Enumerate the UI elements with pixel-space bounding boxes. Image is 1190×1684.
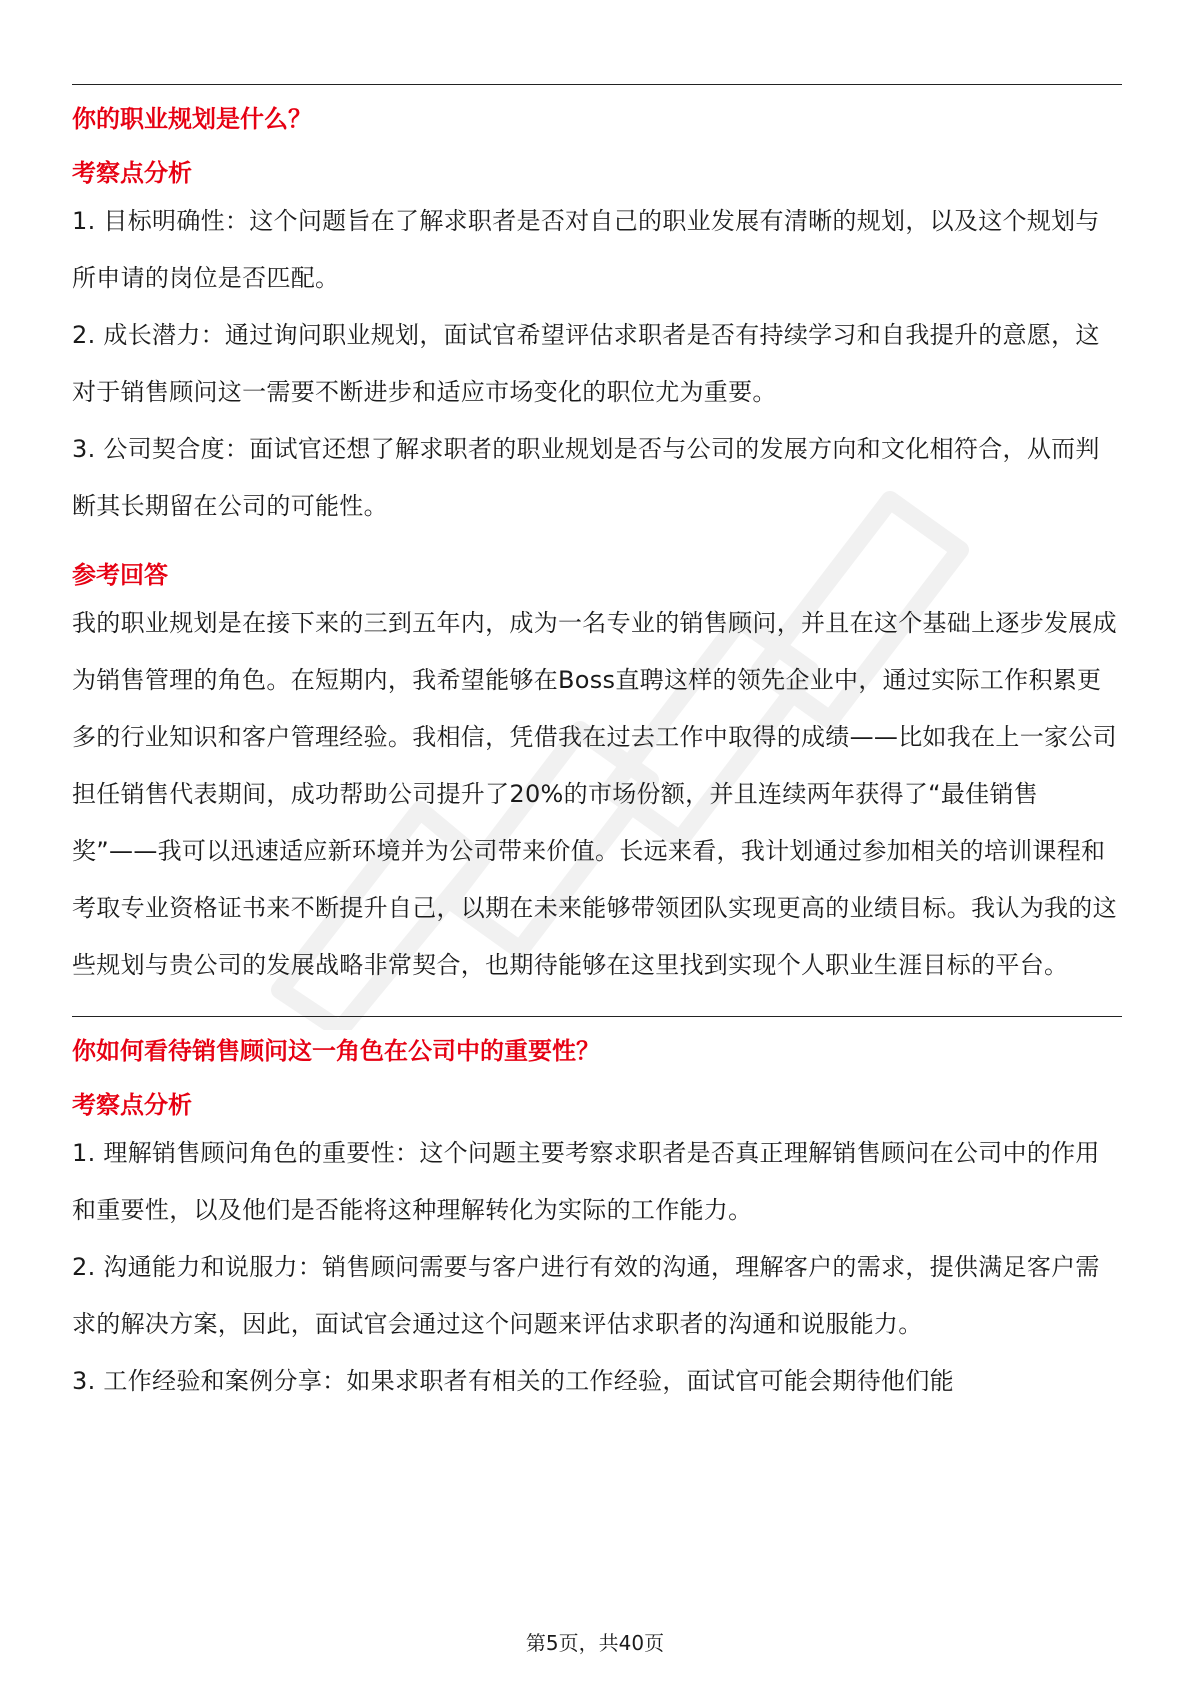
analysis-item: 2. 成长潜力：通过询问职业规划，面试官希望评估求职者是否有持续学习和自我提升的意愿，这对于销售顾问这一需要不断进步和适应市场变化的职位尤为重要。 — [72, 321, 1100, 406]
analysis-heading: 考察点分析 — [72, 159, 192, 187]
question-section-2 — [72, 1035, 1122, 1410]
analysis-item: 1. 理解销售顾问角色的重要性：这个问题主要考察求职者是否真正理解销售顾问在公司中的作用和重要性，以及他们是否能将这种理解转化为实际的工作能力。 — [72, 1139, 1100, 1224]
analysis-heading: 考察点分析 — [72, 1091, 192, 1119]
analysis-item: 3. 公司契合度：面试官还想了解求职者的职业规划是否与公司的发展方向和文化相符合，从而判断其长期留在公司的可能性。 — [72, 435, 1100, 520]
question-section-1 — [72, 103, 1122, 994]
answer-text: 我的职业规划是在接下来的三到五年内，成为一名专业的销售顾问，并且在这个基础上逐步发展成为销售管理的角色。在短期内，我希望能够在Boss直聘这样的领先企业中，通过实际工作积累更多的行业知识和客户管理经验。我相信，凭借我在过去工作中取得的成绩——比如我在上一家公司担任销售代表期间，成功帮助公司提升了20%的市场份额，并且连续两年获得了“最佳销售奖”——我可以迅速适应新环境并为公司带来价值。长远来看，我计划通过参加相关的培训课程和考取专业资格证书来不断提升自己，以期在未来能够带领团队实现更高的业绩目标。我认为我的这些规划与贵公司的发展战略非常契合，也期待能够在这里找到实现个人职业生涯目标的平台。 — [72, 609, 1117, 979]
divider — [72, 84, 1122, 85]
question-title: 你的职业规划是什么？ — [72, 105, 312, 133]
analysis-item: 2. 沟通能力和说服力：销售顾问需要与客户进行有效的沟通，理解客户的需求，提供满足客户需求的解决方案，因此，面试官会通过这个问题来评估求职者的沟通和说服能力。 — [72, 1253, 1100, 1338]
answer-heading: 参考回答 — [72, 561, 168, 589]
question-title: 你如何看待销售顾问这一角色在公司中的重要性？ — [72, 1037, 600, 1065]
divider — [72, 1016, 1122, 1017]
document-page — [72, 0, 1122, 1410]
analysis-item: 3. 工作经验和案例分享：如果求职者有相关的工作经验，面试官可能会期待他们能 — [72, 1367, 954, 1395]
analysis-item: 1. 目标明确性：这个问题旨在了解求职者是否对自己的职业发展有清晰的规划，以及这个规划与所申请的岗位是否匹配。 — [72, 207, 1100, 292]
page-number: 第5页，共40页 — [525, 1631, 665, 1655]
